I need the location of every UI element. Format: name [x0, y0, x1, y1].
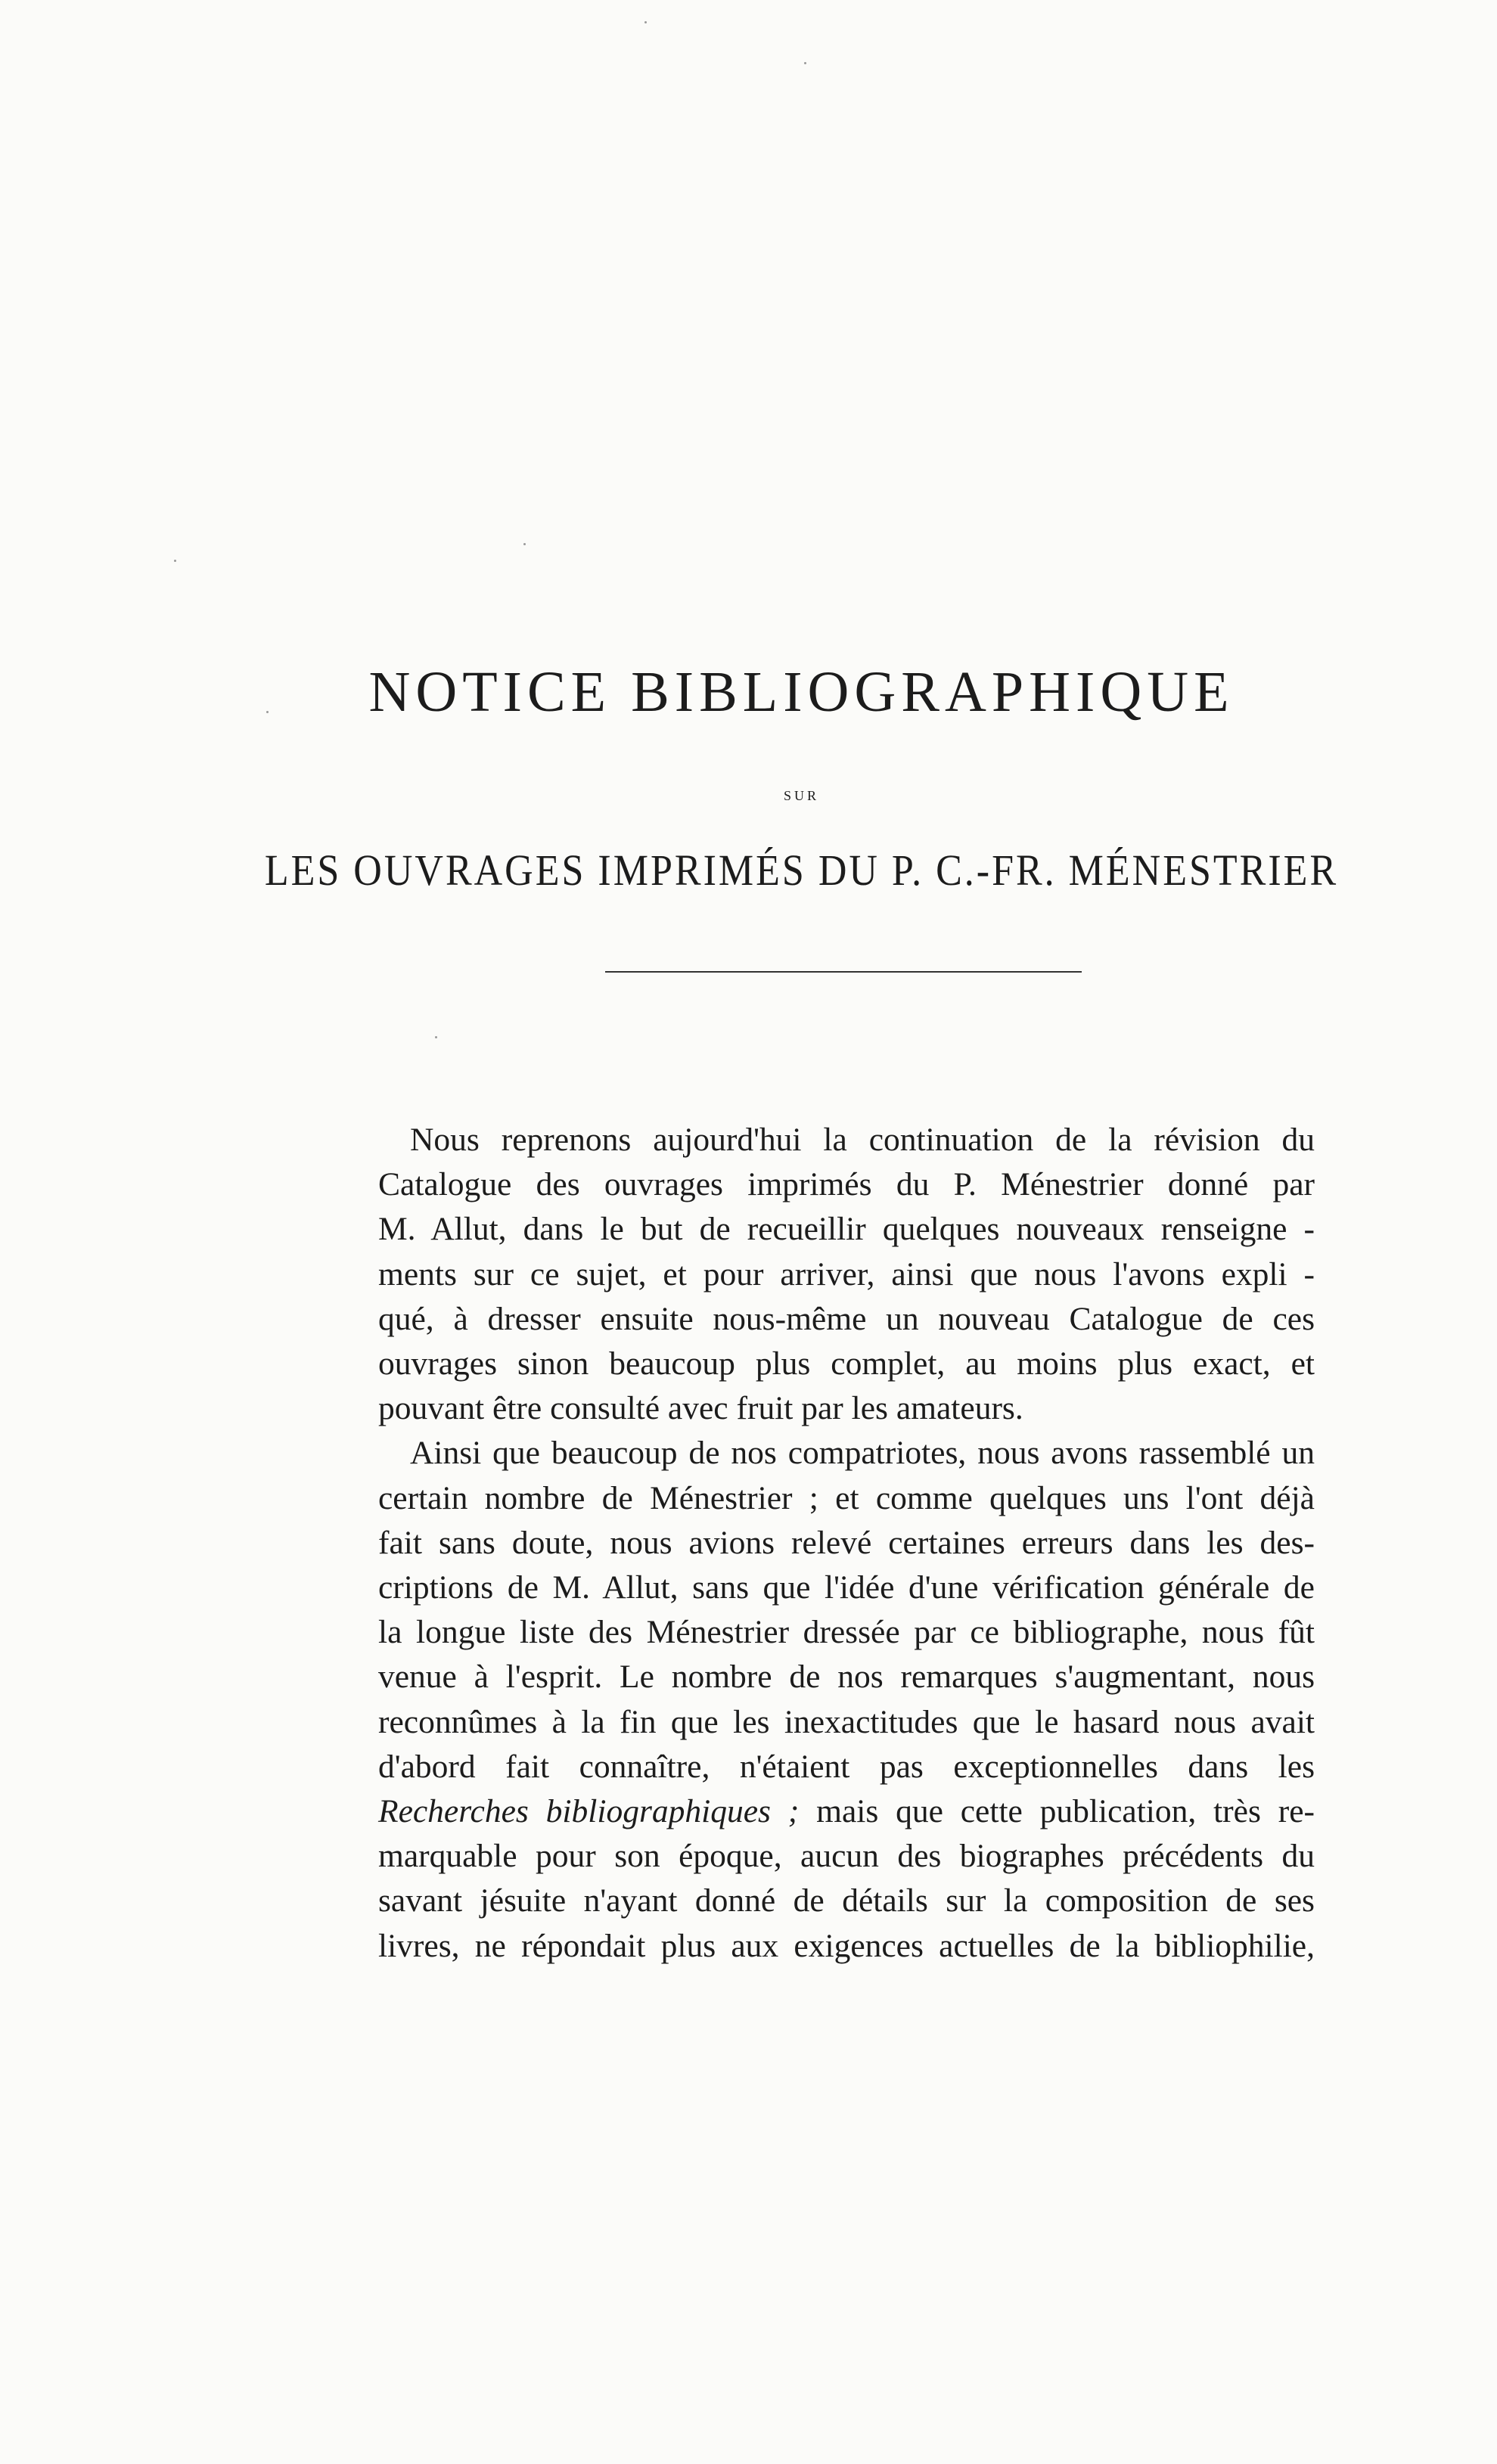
page-subtitle: LES OUVRAGES IMPRIMÉS DU P. C.-FR. MÉNESTRIER	[264, 846, 1339, 895]
title-divider	[605, 971, 1082, 973]
text-line: fait sans doute, nous avions relevé certaines erreurs dans les des-	[378, 1524, 1315, 1561]
text-line: reconnûmes à la fin que les inexactitudes que le hasard nous avait	[378, 1703, 1315, 1740]
text-line: ments sur ce sujet, et pour arriver, ainsi que nous l'avons expli -	[378, 1255, 1315, 1293]
text-line: marquable pour son époque, aucun des biographes précédents du	[378, 1838, 1315, 1875]
paper-speck	[266, 711, 269, 713]
text-line: qué, à dresser ensuite nous-même un nouveau Catalogue de ces	[378, 1300, 1315, 1337]
text-line: savant jésuite n'ayant donné de détails sur la composition de ses	[378, 1882, 1315, 1919]
paper-speck	[174, 560, 176, 562]
title-connector: SUR	[783, 788, 819, 803]
work-title: Recherches bibliographiques ;	[378, 1793, 800, 1830]
page-title: NOTICE BIBLIOGRAPHIQUE	[368, 660, 1235, 724]
paper-speck	[644, 21, 647, 23]
body-text	[378, 1118, 1315, 1969]
text-line: livres, ne répondait plus aux exigences actuelles de la bibliophilie,	[378, 1927, 1315, 1964]
text-line: Ainsi que beaucoup de nos compatriotes, nous avons rassemblé un	[410, 1435, 1315, 1472]
paper-speck	[804, 62, 806, 64]
text-line: d'abord fait connaître, n'étaient pas exceptionnelles dans les	[378, 1748, 1315, 1785]
text-line: M. Allut, dans le but de recueillir quelques nouveaux renseigne -	[378, 1211, 1315, 1248]
text-line: criptions de M. Allut, sans que l'idée d'une vérification générale de	[378, 1569, 1315, 1606]
text-line-rest: mais que cette publication, très re-	[816, 1793, 1315, 1830]
text-line: Nous reprenons aujourd'hui la continuation de la révision du	[410, 1122, 1315, 1158]
text-line: pouvant être consulté avec fruit par les amateurs.	[378, 1390, 1023, 1427]
text-line: certain nombre de Ménestrier ; et comme quelques uns l'ont déjà	[378, 1479, 1315, 1516]
text-line: venue à l'esprit. Le nombre de nos remarques s'augmentant, nous	[378, 1659, 1315, 1696]
paper-speck	[435, 1036, 437, 1038]
text-line: Catalogue des ouvrages imprimés du P. Ménestrier donné par	[378, 1166, 1315, 1203]
text-line-with-title	[378, 1789, 1315, 1834]
text-line: la longue liste des Ménestrier dressée par ce bibliographe, nous fût	[378, 1614, 1315, 1651]
text-line: ouvrages sinon beaucoup plus complet, au moins plus exact, et	[378, 1345, 1315, 1383]
paper-speck	[523, 543, 526, 545]
